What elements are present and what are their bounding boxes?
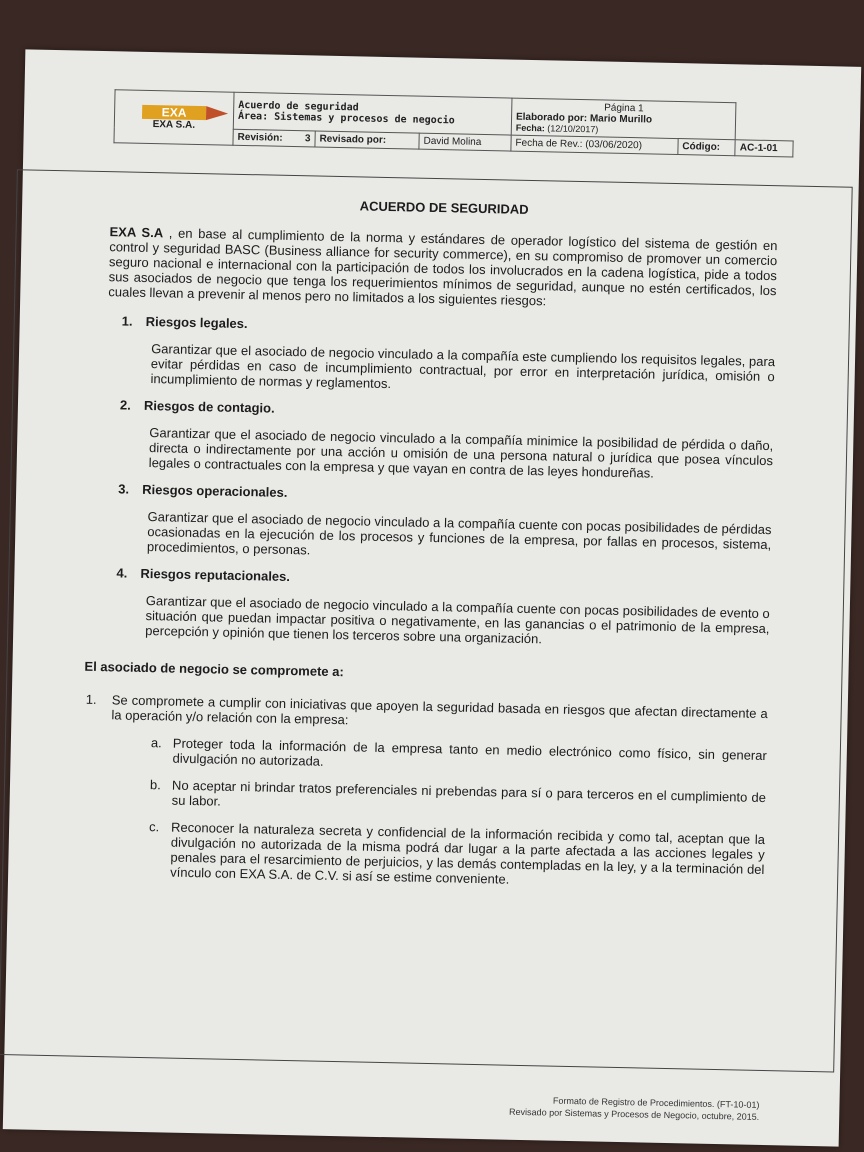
subitem-text: No aceptar ni brindar tratos preferenciales ni prebendas para sí o para terceros en el cumplimiento de su labor. bbox=[171, 777, 767, 809]
page-info-cell bbox=[511, 98, 736, 140]
subitem-text: Proteger toda la información de la empresa tanto en medio electrónico como físico, sin generar divulgación no autorizada. bbox=[172, 735, 767, 769]
document-body bbox=[84, 193, 778, 892]
risk-title: Riesgos legales. bbox=[145, 313, 248, 332]
risk-item bbox=[105, 397, 774, 483]
intro-paragraph bbox=[108, 224, 777, 313]
subitem-letter: c. bbox=[148, 819, 160, 835]
commitment-subitem bbox=[150, 735, 766, 778]
footer-line-1: Formato de Registro de Procedimientos. (FT-10-01) bbox=[552, 1095, 760, 1110]
area: Área: Sistemas y procesos de negocio bbox=[237, 110, 455, 127]
risk-title: Riesgos operacionales. bbox=[142, 481, 288, 500]
risk-title: Riesgos reputacionales. bbox=[140, 565, 291, 585]
date-label: Fecha: bbox=[515, 122, 545, 134]
company-logo-cell bbox=[114, 90, 234, 145]
risk-number: 4. bbox=[116, 565, 128, 581]
risk-title: Riesgos de contagio. bbox=[143, 397, 275, 416]
risk-item bbox=[101, 565, 770, 651]
commitment-number: 1. bbox=[85, 691, 97, 707]
reviewed-value: David Molina bbox=[419, 133, 511, 151]
risk-item bbox=[106, 313, 775, 399]
code-value: AC-1-01 bbox=[735, 140, 793, 157]
risk-text: Garantizar que el asociado de negocio vinculado a la compañía este cumpliendo los requisitos legales, para evitar pérdidas en caso de incumplimiento contractual, por error en interpretación jurídica, omisión o incumplimiento de normas y reglamentos. bbox=[150, 341, 776, 392]
revision-value: 3 bbox=[304, 133, 311, 145]
revision-cell bbox=[233, 129, 315, 147]
subitem-letter: b. bbox=[149, 777, 162, 793]
company-name: EXA S.A. bbox=[152, 118, 196, 131]
risk-text: Garantizar que el asociado de negocio vinculado a la compañía cuente con pocas posibilidades de pérdidas ocasionadas en la ejecución de los procesos y funciones de la empresa, por fallas en procesos, sistema, procedimientos, o personas. bbox=[146, 509, 772, 558]
commitment-item bbox=[82, 692, 768, 892]
commitment-text: Se compromete a cumplir con iniciativas que apoyen la seguridad basada en riesgos que afectan directamente a la operación y/o relación con la empresa: bbox=[111, 692, 768, 728]
page-number: Página 1 bbox=[604, 102, 644, 115]
risk-item bbox=[103, 481, 772, 567]
doc-type: Acuerdo de seguridad bbox=[238, 99, 359, 114]
code-label: Código: bbox=[678, 139, 736, 156]
exa-logo: EXA bbox=[142, 104, 207, 119]
risk-number: 3. bbox=[118, 481, 130, 497]
commitment-subitem bbox=[150, 777, 766, 820]
rev-date: Fecha de Rev.: (03/06/2020) bbox=[511, 135, 678, 154]
risk-text: Garantizar que el asociado de negocio vinculado a la compañía minimice la posibilidad de pérdida o daño, directa o indirectamente por una acción u omisión de una persona natural o jurídica que posea vínculos legales o contractuales con la empresa y que vayan en contra de las leyes hondureñas. bbox=[148, 425, 774, 481]
date-value: (12/10/2017) bbox=[547, 123, 599, 135]
prepared-by: Elaborado por: Mario Murillo bbox=[515, 111, 653, 126]
footer-line-2: Revisado por Sistemas y Procesos de Negocio, octubre, 2015. bbox=[509, 1106, 760, 1122]
subitem-text: Reconocer la naturaleza secreta y confidencial de la información recibida y como tal, aceptan que la divulgación no autorizada de la misma podrá dar lugar a la parte afectada a las acciones legales y penales para el resarcimiento de perjuicios, y las demás contempladas en la ley, y a la terminación del vínculo con EXA S.A. de C.V. si así se estime conveniente. bbox=[170, 819, 766, 887]
page-footer bbox=[509, 1094, 760, 1123]
reviewed-label: Revisado por: bbox=[315, 131, 419, 149]
subitem-letter: a. bbox=[150, 735, 162, 751]
document-header-table bbox=[113, 89, 794, 157]
intro-text: , en base al cumplimiento de la norma y estándares de operador logístico del sistema de gestión en control y seguridad BASC (Business alliance for security commerce), en su compromiso de promover un comercio seguro nacional e internacional con la participación de todos los involucrados en la cadena logística, pide a todos sus asociados de negocio que tenga los requerimientos mínimos de seguridad, aunque no estén certificados, los cuales llevan a prevenir al menos pero no limitados a los siguientes riesgos: bbox=[108, 225, 778, 309]
risk-number: 2. bbox=[119, 397, 131, 413]
document-title: ACUERDO DE SEGURIDAD bbox=[359, 198, 529, 217]
risk-number: 1. bbox=[121, 313, 133, 329]
doc-type-cell bbox=[233, 92, 512, 135]
document-page bbox=[3, 49, 861, 1146]
revision-label: Revisión: bbox=[237, 131, 283, 144]
commitment-title: El asociado de negocio se compromete a: bbox=[84, 658, 344, 680]
intro-company: EXA S.A bbox=[109, 224, 164, 241]
risk-text: Garantizar que el asociado de negocio vinculado a la compañía cuente con pocas posibilidades de evento o situación que puedan impactar positiva o negativamente, en las ganancias o el patrimonio de la empresa, percepción y opinión que tienen los terceros sobre una organización. bbox=[145, 593, 770, 647]
